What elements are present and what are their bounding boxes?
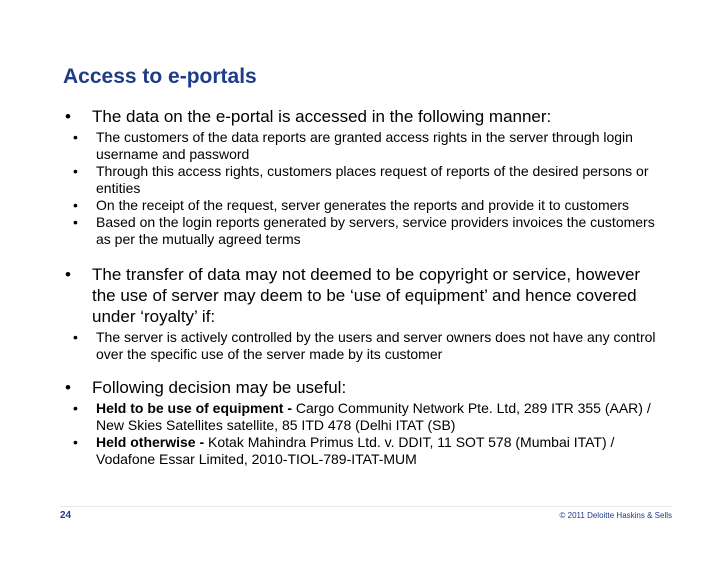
section-spacer xyxy=(63,363,663,377)
sub-bullet-dot: • xyxy=(73,400,78,416)
sub-bullet-dot: • xyxy=(73,129,78,145)
sub-bullet-item xyxy=(63,163,663,197)
bullet-text: The transfer of data may not deemed to be copyright or service, however the use of server may deem to be ‘use of equipment’ and hence covered under ‘royalty’ if: xyxy=(92,265,641,326)
sub-bullet-item xyxy=(63,129,663,163)
sub-bullet-list xyxy=(63,329,663,363)
sub-bullet-item xyxy=(63,197,663,214)
decision-lead: Held otherwise - xyxy=(96,434,209,450)
sub-bullet-text: On the receipt of the request, server generates the reports and provide it to customers xyxy=(96,197,630,213)
sub-bullet-item xyxy=(63,400,663,434)
slide-content xyxy=(63,106,663,468)
sub-bullet-text: Based on the login reports generated by servers, service providers invoices the customers as per the mutually agreed terms xyxy=(96,214,655,247)
bullet-royalty-condition xyxy=(63,264,663,327)
sub-bullet-list xyxy=(63,129,663,248)
copyright-notice: © 2011 Deloitte Haskins & Sells xyxy=(559,511,672,520)
bullet-access-manner xyxy=(63,106,663,127)
sub-bullet-text: The customers of the data reports are granted access rights in the server through login username and password xyxy=(96,129,633,162)
sub-bullet-dot: • xyxy=(73,214,78,230)
sub-bullet-dot: • xyxy=(73,163,78,179)
page-number: 24 xyxy=(60,510,72,521)
bullet-dot: • xyxy=(65,265,71,284)
sub-bullet-dot: • xyxy=(73,329,78,345)
bullet-decisions xyxy=(63,377,663,398)
sub-bullet-item xyxy=(63,214,663,248)
bullet-dot: • xyxy=(65,378,71,397)
section-spacer xyxy=(63,248,663,264)
sub-bullet-dot: • xyxy=(73,197,78,213)
slide-title: Access to e-portals xyxy=(63,65,257,88)
sub-bullet-item xyxy=(63,329,663,363)
sub-bullet-text: Through this access rights, customers places request of reports of the desired persons or entities xyxy=(96,163,649,196)
bullet-text: Following decision may be useful: xyxy=(92,378,347,397)
decision-lead: Held to be use of equipment - xyxy=(96,400,296,416)
sub-bullet-dot: • xyxy=(73,434,78,450)
sub-bullet-text: Cargo Community Network Pte. Ltd, 289 ITR 355 (AAR) / New Skies Satellites satellite, 85 ITD 478 (Delhi ITAT (SB) xyxy=(96,400,651,433)
sub-bullet-text: Kotak Mahindra Primus Ltd. v. DDIT, 11 SOT 578 (Mumbai ITAT) / Vodafone Essar Limited, 2010-TIOL-789-ITAT-MUM xyxy=(96,434,615,467)
bullet-text: The data on the e-portal is accessed in the following manner: xyxy=(92,107,552,126)
sub-bullet-list xyxy=(63,400,663,468)
footer-divider xyxy=(60,506,672,507)
bullet-dot: • xyxy=(65,107,71,126)
sub-bullet-item xyxy=(63,434,663,468)
sub-bullet-text: The server is actively controlled by the users and server owners does not have any control over the specific use of the server made by its customer xyxy=(96,329,656,362)
